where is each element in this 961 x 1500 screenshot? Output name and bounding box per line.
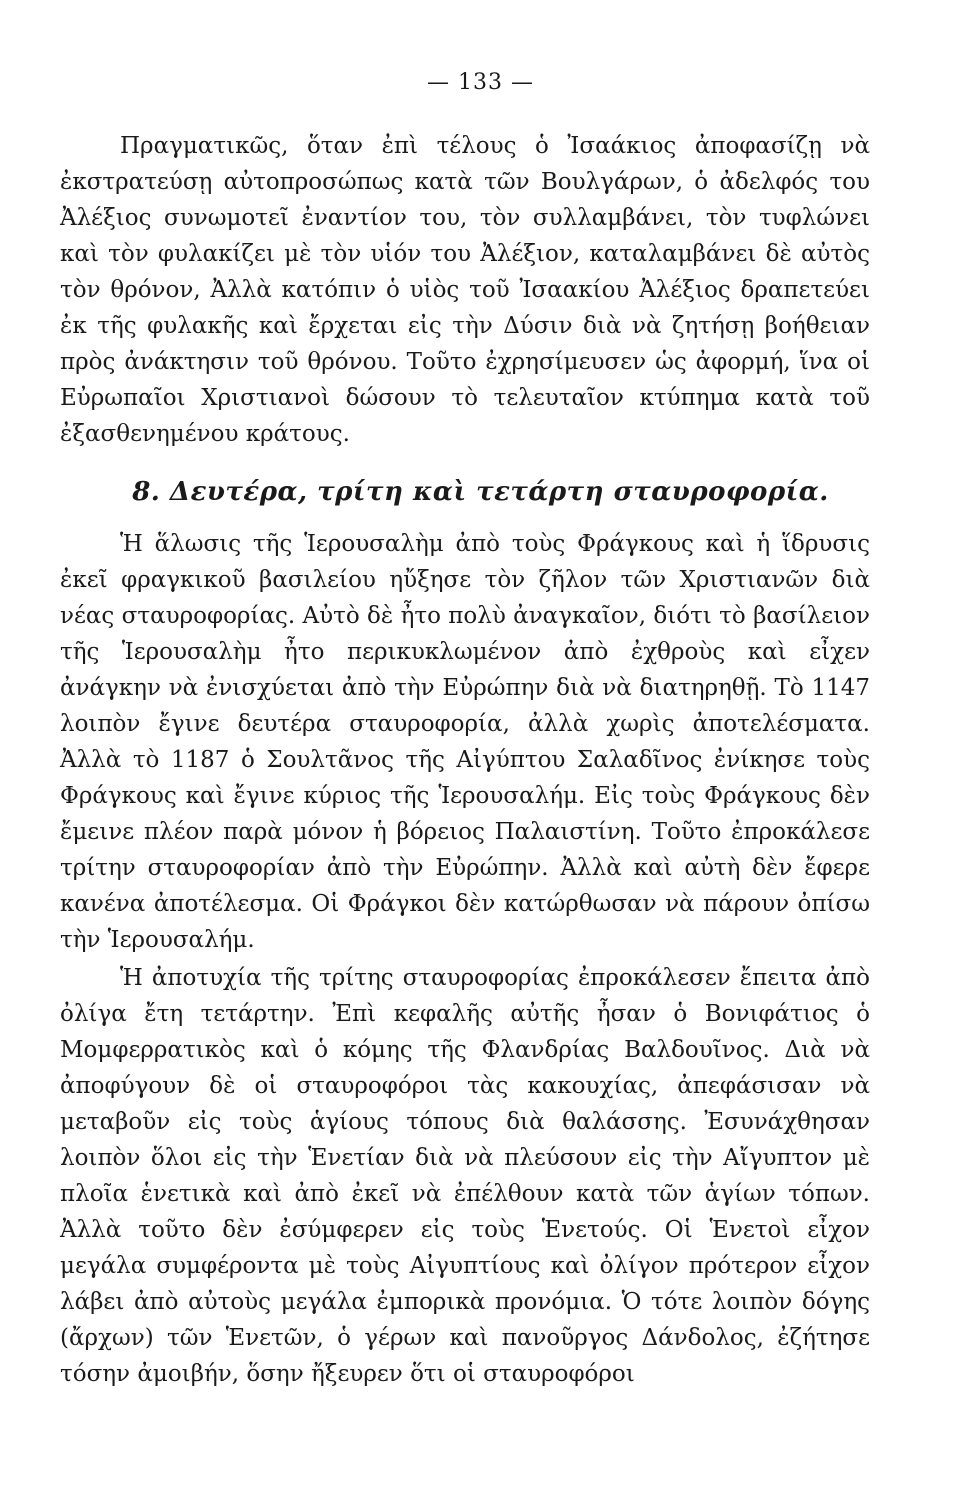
page-number: — 133 —: [427, 70, 534, 95]
paragraph-second-third-crusade: Ἡ ἅλωσις τῆς Ἱερουσαλὴμ ἀπὸ τοὺς Φράγκους καὶ ἡ ἵδρυσις ἐκεῖ φραγκικοῦ βασιλείου ηὔξησε τὸν ζῆλον τῶν Χριστιανῶν διὰ νέας σταυροφορίας. Αὐτὸ δὲ ἦτο πολὺ ἀναγκαῖον, διότι τὸ βασίλειον τῆς Ἱερουσαλὴμ ἦτο περικυκλωμένον ἀπὸ ἐχθροὺς καὶ εἶχεν ἀνάγκην νὰ ἐνισχύεται ἀπὸ τὴν Εὐρώπην διὰ νὰ διατηρηθῇ. Τὸ 1147 λοιπὸν ἔγινε δευτέρα σταυροφορία, ἀλλὰ χωρὶς ἀποτελέσματα. Ἀλλὰ τὸ 1187 ὁ Σουλτᾶνος τῆς Αἰγύπτου Σαλαδῖνος ἐνίκησε τοὺς Φράγκους καὶ ἔγινε κύριος τῆς Ἱερουσαλήμ. Εἰς τοὺς Φράγκους δὲν ἔμεινε πλέον παρὰ μόνον ἡ βόρειος Παλαιστίνη. Τοῦτο ἐπροκάλεσε τρίτην σταυροφορίαν ἀπὸ τὴν Εὐρώπην. Ἀλλὰ καὶ αὐτὴ δὲν ἔφερε κανένα ἀποτέλεσμα. Οἱ Φράγκοι δὲν κατώρθωσαν νὰ πάρουν ὀπίσω τὴν Ἱερουσαλήμ.: [60, 531, 870, 953]
paragraph-fourth-crusade: Ἡ ἀποτυχία τῆς τρίτης σταυροφορίας ἐπροκάλεσεν ἔπειτα ἀπὸ ὀλίγα ἔτη τετάρτην. Ἐπὶ κεφαλῆς αὐτῆς ἦσαν ὁ Βονιφάτιος ὁ Μομφερρατικὸς καὶ ὁ κόμης τῆς Φλανδρίας Βαλδουῖνος. Διὰ νὰ ἀποφύγουν δὲ οἱ σταυροφόροι τὰς κακουχίας, ἀπεφάσισαν νὰ μεταβοῦν εἰς τοὺς ἁγίους τόπους διὰ θαλάσσης. Ἐσυνάχθησαν λοιπὸν ὅλοι εἰς τὴν Ἑνετίαν διὰ νὰ πλεύσουν εἰς τὴν Αἴγυπτον μὲ πλοῖα ἑνετικὰ καὶ ἀπὸ ἐκεῖ νὰ ἐπέλθουν κατὰ τῶν ἁγίων τόπων. Ἀλλὰ τοῦτο δὲν ἐσύμφερεν εἰς τοὺς Ἑνετούς. Οἱ Ἑνετοὶ εἶχον μεγάλα συμφέροντα μὲ τοὺς Αἰγυπτίους καὶ ὀλίγον πρότερον εἶχον λάβει ἀπὸ αὐτοὺς μεγάλα ἐμπορικὰ προνόμια. Ὁ τότε λοιπὸν δόγης (ἄρχων) τῶν Ἑνετῶν, ὁ γέρων καὶ πανοῦργος Δάνδολος, ἐζήτησε τόσην ἀμοιβήν, ὅσην ἤξευρεν ὅτι οἱ σταυροφόροι: [60, 965, 870, 1387]
section-heading: 8. Δευτέρα, τρίτη καὶ τετάρτη σταυροφορία.: [132, 477, 829, 507]
paragraph-isaac-alexios: Πραγματικῶς, ὅταν ἐπὶ τέλους ὁ Ἰσαάκιος ἀποφασίζῃ νὰ ἐκστρατεύσῃ αὐτοπροσώπως κατὰ τῶν Βουλγάρων, ὁ ἀδελφός του Ἀλέξιος συνωμοτεῖ ἐναντίον του, τὸν συλλαμβάνει, τὸν τυφλώνει καὶ τὸν φυλακίζει μὲ τὸν υἱόν του Ἀλέξιον, καταλαμβάνει δὲ αὐτὸς τὸν θρόνον, Ἀλλὰ κατόπιν ὁ υἱὸς τοῦ Ἰσαακίου Ἀλέξιος δραπετεύει ἐκ τῆς φυλακῆς καὶ ἔρχεται εἰς τὴν Δύσιν διὰ νὰ ζητήσῃ βοήθειαν πρὸς ἀνάκτησιν τοῦ θρόνου. Τοῦτο ἐχρησίμευσεν ὡς ἀφορμή, ἵνα οἱ Εὐρωπαῖοι Χριστιανοὶ δώσουν τὸ τελευταῖον κτύπημα κατὰ τοῦ ἐξασθενημένου κράτους.: [60, 133, 870, 447]
